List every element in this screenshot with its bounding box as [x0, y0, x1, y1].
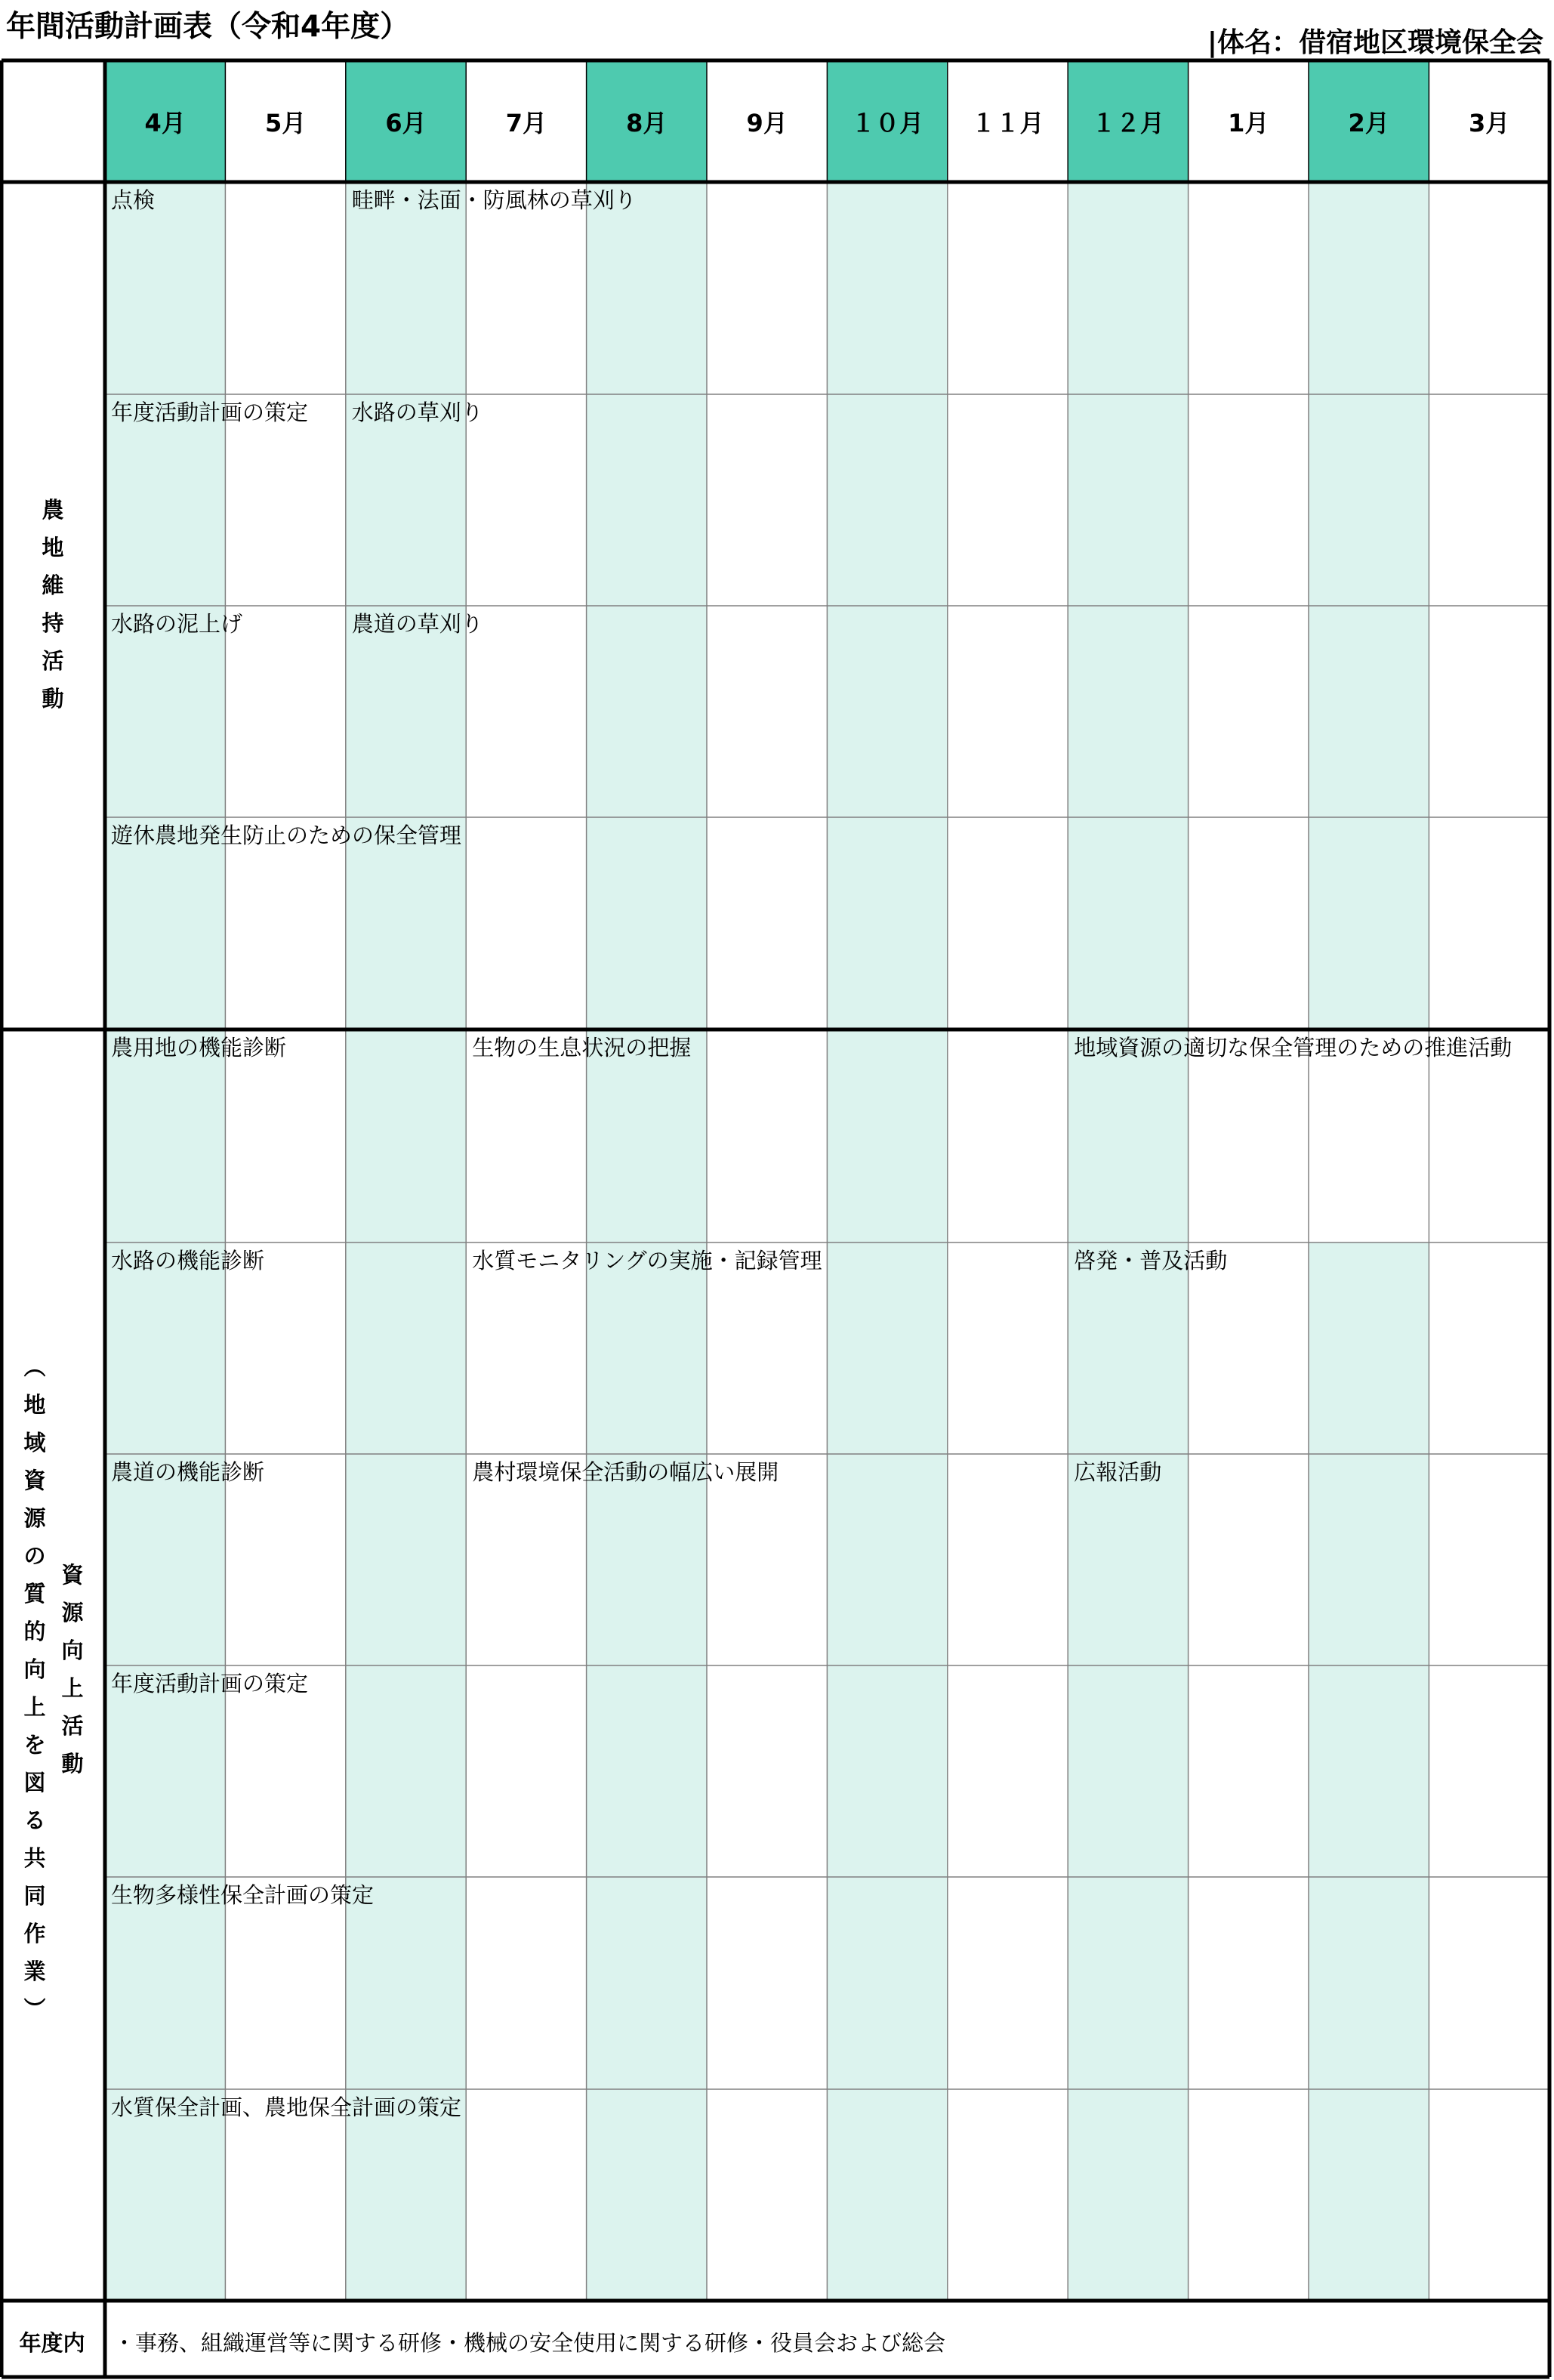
category-char: 動 — [42, 686, 64, 712]
month-header: １２月 — [1091, 108, 1164, 137]
activity-label: 農道の草刈り — [351, 611, 483, 637]
category-char: 源 — [23, 1505, 46, 1531]
category-char: 業 — [23, 1959, 46, 1984]
month-column-tint — [105, 182, 225, 2301]
activity-label: 水質保全計画、農地保全計画の策定 — [111, 2094, 462, 2120]
activity-label: 畦畔・法面・防風林の草刈り — [351, 187, 637, 213]
organization-name: |体名：借宿地区環境保全会 — [1207, 27, 1543, 58]
activity-label: 水路の泥上げ — [111, 611, 243, 637]
category-char: 活 — [42, 648, 64, 674]
activity-label: 生物の生息状況の把握 — [472, 1035, 692, 1060]
month-header: 2月 — [1348, 108, 1389, 137]
activity-label: 広報活動 — [1074, 1459, 1162, 1485]
category-char: 共 — [23, 1845, 46, 1871]
month-header: 5月 — [264, 108, 307, 137]
category-char: 動 — [61, 1751, 84, 1777]
category-resource-improvement-activity — [50, 1556, 95, 1783]
month-header: １０月 — [851, 108, 924, 137]
category-char: 向 — [61, 1638, 84, 1663]
activity-label: 遊休農地発生防止のための保全管理 — [111, 823, 462, 848]
footer-note: ・事務、組織運営等に関する研修・機械の安全使用に関する研修・役員会および総会 — [113, 2329, 946, 2356]
category-char: 農 — [42, 497, 64, 523]
month-header: 4月 — [144, 108, 186, 137]
activity-label: 生物多様性保全計画の策定 — [111, 1882, 375, 1908]
activity-label: 啓発・普及活動 — [1074, 1248, 1228, 1273]
category-char: 図 — [23, 1770, 46, 1795]
category-char: 持 — [42, 610, 64, 636]
activity-label: 年度活動計画の策定 — [111, 400, 309, 425]
category-char: の — [23, 1543, 46, 1569]
activity-label: 水路の草刈り — [351, 400, 483, 425]
category-char: る — [23, 1807, 46, 1833]
category-char: 上 — [23, 1694, 46, 1720]
month-header: 7月 — [505, 108, 547, 137]
category-char: 地 — [23, 1392, 46, 1418]
month-header: １１月 — [971, 108, 1044, 137]
month-column-tint — [346, 182, 466, 2301]
category-farmland-maintenance — [30, 491, 76, 718]
activity-label: 点検 — [111, 187, 156, 213]
month-header: 8月 — [626, 108, 668, 137]
month-header: 3月 — [1468, 108, 1510, 137]
category-char: 質 — [23, 1581, 46, 1607]
activity-label: 水質モニタリングの実施・記録管理 — [472, 1248, 822, 1273]
category-char: 維 — [42, 573, 64, 598]
category-char: 活 — [61, 1713, 84, 1739]
category-char: ︵ — [23, 1354, 46, 1380]
activity-label: 農用地の機能診断 — [111, 1035, 287, 1060]
activity-label: 農道の機能診断 — [111, 1459, 265, 1485]
category-char: 作 — [23, 1921, 46, 1946]
category-char: を — [23, 1732, 46, 1758]
month-header: 6月 — [385, 108, 427, 137]
activity-label: 水路の機能診断 — [111, 1248, 265, 1273]
activity-label: 農村環境保全活動の幅広い展開 — [472, 1459, 779, 1485]
activity-label: 年度活動計画の策定 — [111, 1671, 309, 1696]
category-char: 上 — [61, 1675, 84, 1701]
category-char: 資 — [23, 1468, 46, 1493]
category-char: 源 — [61, 1600, 84, 1625]
month-header: 1月 — [1228, 108, 1269, 137]
activity-label: 地域資源の適切な保全管理のための推進活動 — [1074, 1035, 1512, 1060]
footer-label: 年度内 — [19, 2329, 85, 2356]
category-char: 域 — [23, 1430, 46, 1455]
category-char: 地 — [42, 535, 64, 560]
category-char: ︶ — [23, 1996, 46, 2022]
category-char: 資 — [61, 1562, 84, 1588]
month-header: 9月 — [746, 108, 788, 137]
category-char: 的 — [23, 1619, 46, 1644]
category-char: 向 — [23, 1656, 46, 1682]
page-title: 年間活動計画表（令和4年度） — [6, 10, 410, 44]
month-column-tint — [827, 182, 947, 2301]
category-char: 同 — [23, 1883, 46, 1909]
